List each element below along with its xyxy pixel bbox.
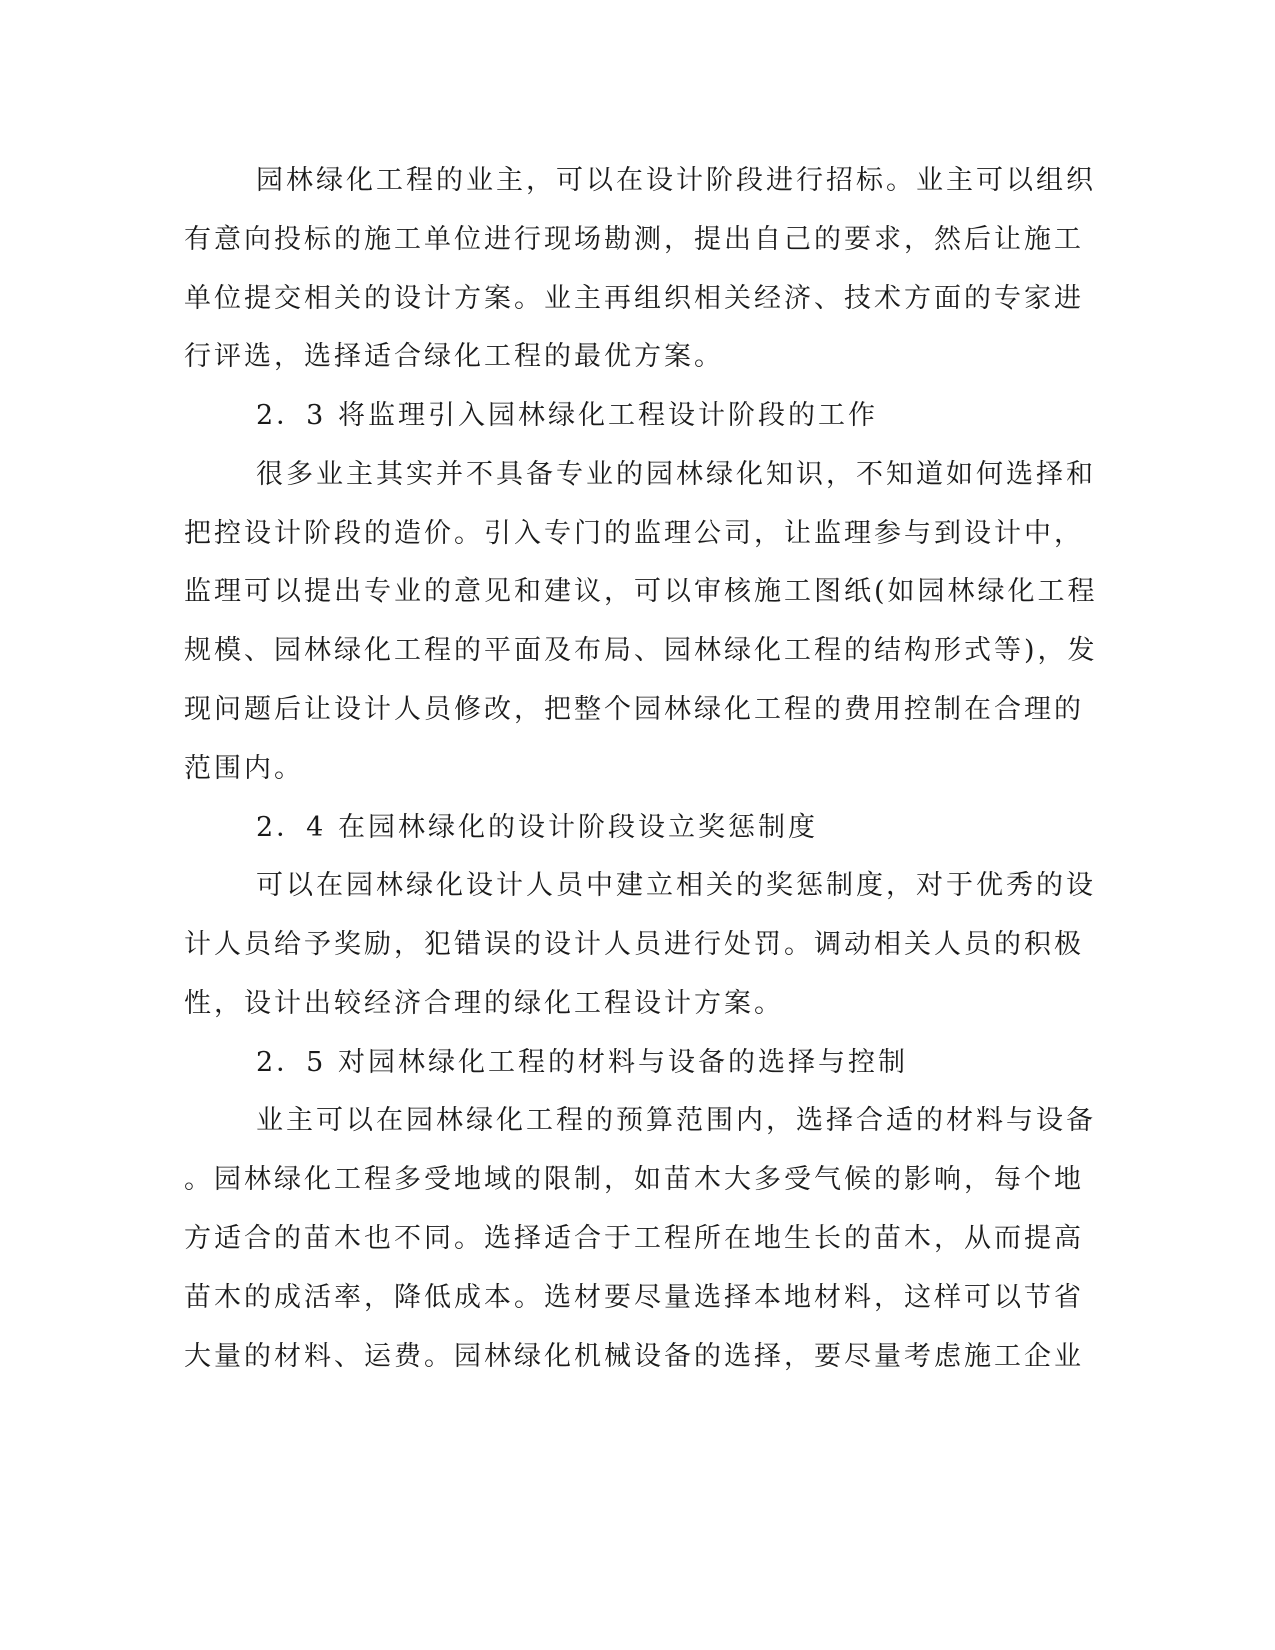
paragraph-line: 范围内。 bbox=[184, 753, 304, 784]
paragraph-line: 监理可以提出专业的意见和建议，可以审核施工图纸(如园林绿化工程 bbox=[184, 576, 1098, 607]
paragraph-line: 性，设计出较经济合理的绿化工程设计方案。 bbox=[184, 988, 784, 1019]
section-heading: 2．4 在园林绿化的设计阶段设立奖惩制度 bbox=[256, 812, 818, 843]
paragraph-line: 有意向投标的施工单位进行现场勘测，提出自己的要求，然后让施工 bbox=[184, 224, 1084, 255]
paragraph-line: 计人员给予奖励，犯错误的设计人员进行处罚。调动相关人员的积极 bbox=[184, 929, 1084, 960]
paragraph-line: 单位提交相关的设计方案。业主再组织相关经济、技术方面的专家进 bbox=[184, 283, 1084, 314]
paragraph-line: 业主可以在园林绿化工程的预算范围内，选择合适的材料与设备 bbox=[256, 1105, 1096, 1136]
paragraph-line: 大量的材料、运费。园林绿化机械设备的选择，要尽量考虑施工企业 bbox=[184, 1341, 1084, 1372]
section-heading: 2．3 将监理引入园林绿化工程设计阶段的工作 bbox=[256, 400, 878, 431]
section-heading: 2．5 对园林绿化工程的材料与设备的选择与控制 bbox=[256, 1047, 908, 1078]
paragraph-line: 现问题后让设计人员修改，把整个园林绿化工程的费用控制在合理的 bbox=[184, 694, 1084, 725]
paragraph-line: 方适合的苗木也不同。选择适合于工程所在地生长的苗木，从而提高 bbox=[184, 1223, 1084, 1254]
paragraph-line: 苗木的成活率，降低成本。选材要尽量选择本地材料，这样可以节省 bbox=[184, 1282, 1084, 1313]
paragraph-line: 规模、园林绿化工程的平面及布局、园林绿化工程的结构形式等)，发 bbox=[184, 635, 1098, 666]
paragraph-line: 园林绿化工程的业主，可以在设计阶段进行招标。业主可以组织 bbox=[256, 165, 1096, 196]
paragraph-line: 很多业主其实并不具备专业的园林绿化知识，不知道如何选择和 bbox=[256, 459, 1096, 490]
paragraph-line: 行评选，选择适合绿化工程的最优方案。 bbox=[184, 341, 724, 372]
paragraph-line: 把控设计阶段的造价。引入专门的监理公司，让监理参与到设计中， bbox=[184, 518, 1084, 549]
paragraph-line: 可以在园林绿化设计人员中建立相关的奖惩制度，对于优秀的设 bbox=[256, 870, 1096, 901]
paragraph-line: 。园林绿化工程多受地域的限制，如苗木大多受气候的影响，每个地 bbox=[184, 1164, 1084, 1195]
